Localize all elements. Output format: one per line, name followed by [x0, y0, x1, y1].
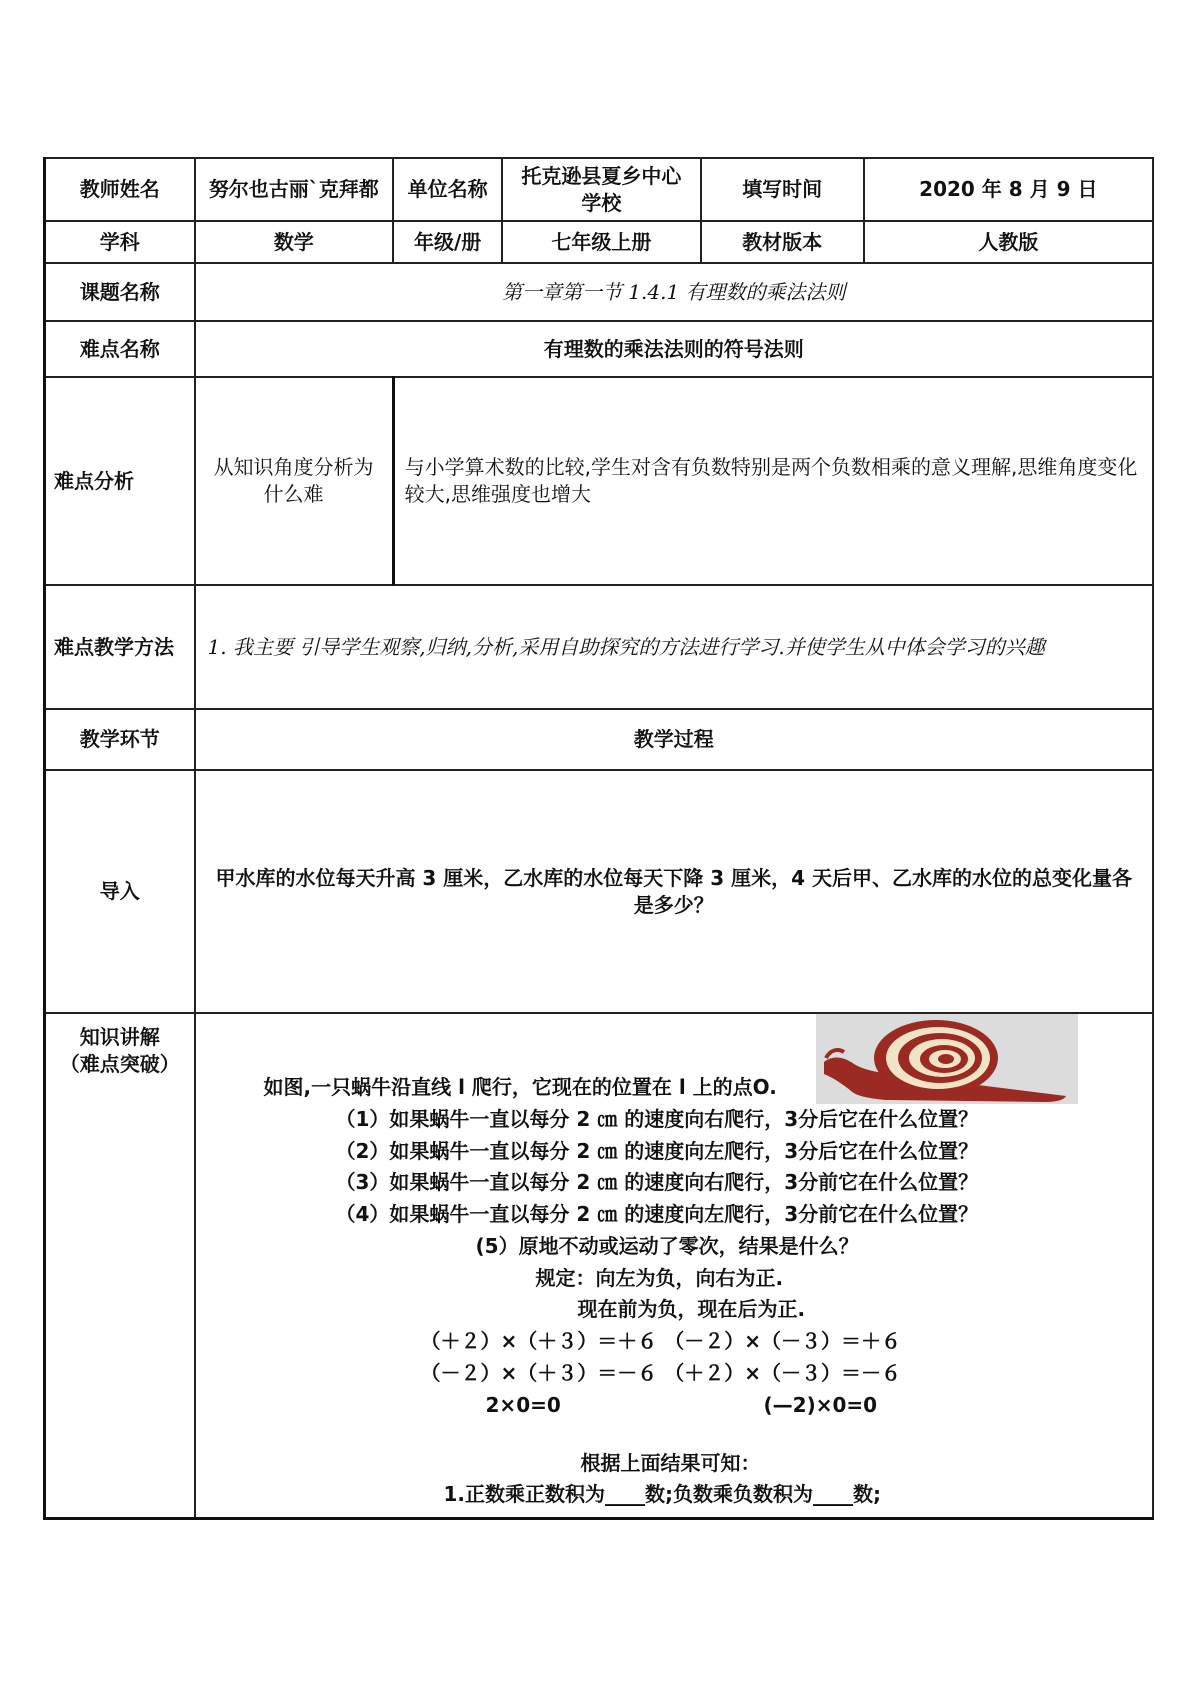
knowledge-content: [195, 1013, 1153, 1518]
unit-name: 托克逊县夏乡中心学校: [502, 158, 701, 221]
process-header-row: [45, 709, 1154, 770]
date-label: 填写时间: [701, 158, 864, 221]
subject-value: 数学: [195, 221, 394, 263]
teacher-name: 努尔也古丽`克拜都: [195, 158, 394, 221]
analysis-row: [45, 377, 1154, 585]
analysis-angle: 从知识角度分析为什么难: [195, 377, 394, 585]
grade-label: 年级/册: [393, 221, 502, 263]
kb-line-12: 根据上面结果可知：: [580, 1451, 761, 1475]
grade-value: 七年级上册: [502, 221, 701, 263]
topic-label: 课题名称: [45, 263, 195, 321]
topic-value: 第一章第一节 1.4.1 有理数的乘法法则: [195, 263, 1153, 321]
subject-label: 学科: [45, 221, 195, 263]
difficulty-row: [45, 321, 1154, 377]
kb-line-3: （3）如果蜗牛一直以每分 2 ㎝ 的速度向右爬行，3分前它在什么位置？: [335, 1170, 979, 1194]
kb-line-13: 1.正数乘正数积为____数;负数乘负数积为____数;: [443, 1482, 882, 1506]
knowledge-row: [45, 1013, 1154, 1518]
date-value: 2020 年 8 月 9 日: [864, 158, 1153, 221]
edition-label: 教材版本: [701, 221, 864, 263]
topic-row: [45, 263, 1154, 321]
knowledge-label-line2: （难点突破）: [59, 1052, 180, 1076]
snail-icon: [816, 1014, 1078, 1104]
difficulty-label: 难点名称: [45, 321, 195, 377]
kb-line-9: （－２）×（＋３）＝－６ （＋２）×（－３）＝－６: [420, 1361, 901, 1385]
knowledge-label-line1: 知识讲解: [79, 1025, 160, 1049]
method-text: 1. 我主要 引导学生观察,归纳,分析,采用自助探究的方法进行学习.并使学生从中体会学习的兴趣: [195, 585, 1153, 709]
header-row-1: [45, 158, 1154, 221]
teacher-label: 教师姓名: [45, 158, 195, 221]
kb-line-4: （4）如果蜗牛一直以每分 2 ㎝ 的速度向左爬行，3分前它在什么位置？: [335, 1202, 979, 1226]
process-value: 教学过程: [195, 709, 1153, 770]
kb-line-2: （2）如果蜗牛一直以每分 2 ㎝ 的速度向左爬行，3分后它在什么位置？: [335, 1139, 979, 1163]
kb-line-1: （1）如果蜗牛一直以每分 2 ㎝ 的速度向右爬行，3分后它在什么位置？: [335, 1107, 979, 1131]
header-row-2: [45, 221, 1154, 263]
lesson-plan-table: [43, 157, 1154, 1520]
edition-value: 人教版: [864, 221, 1153, 263]
unit-label: 单位名称: [393, 158, 502, 221]
kb-line-6: 规定：向左为负，向右为正.: [535, 1266, 784, 1290]
intro-label: 导入: [45, 770, 195, 1013]
intro-row: [45, 770, 1154, 1013]
analysis-label: 难点分析: [45, 377, 195, 585]
kb-line-10: 2×0=0: [485, 1393, 561, 1417]
kb-line-11: (—2)×0=0: [763, 1393, 878, 1417]
kb-line-8: （＋２）×（＋３）＝＋６ （－２）×（－３）＝＋６: [420, 1329, 901, 1353]
analysis-text: 与小学算术数的比较,学生对含有负数特别是两个负数相乘的意义理解,思维角度变化较大,思维强度也增大: [393, 377, 1153, 585]
knowledge-label: [45, 1013, 195, 1518]
difficulty-value: 有理数的乘法法则的符号法则: [195, 321, 1153, 377]
method-label: 难点教学方法: [45, 585, 195, 709]
process-label: 教学环节: [45, 709, 195, 770]
method-row: [45, 585, 1154, 709]
intro-text: 甲水库的水位每天升高 3 厘米，乙水库的水位每天下降 3 厘米，4 天后甲、乙水库的水位的总变化量各是多少？: [195, 770, 1153, 1013]
kb-line-7: 现在前为负，现在后为正.: [577, 1297, 806, 1321]
kb-line-5: (5）原地不动或运动了零次，结果是什么？: [475, 1234, 859, 1258]
kb-line-0: 如图,一只蜗牛沿直线 l 爬行，它现在的位置在 l 上的点O.: [263, 1075, 777, 1099]
